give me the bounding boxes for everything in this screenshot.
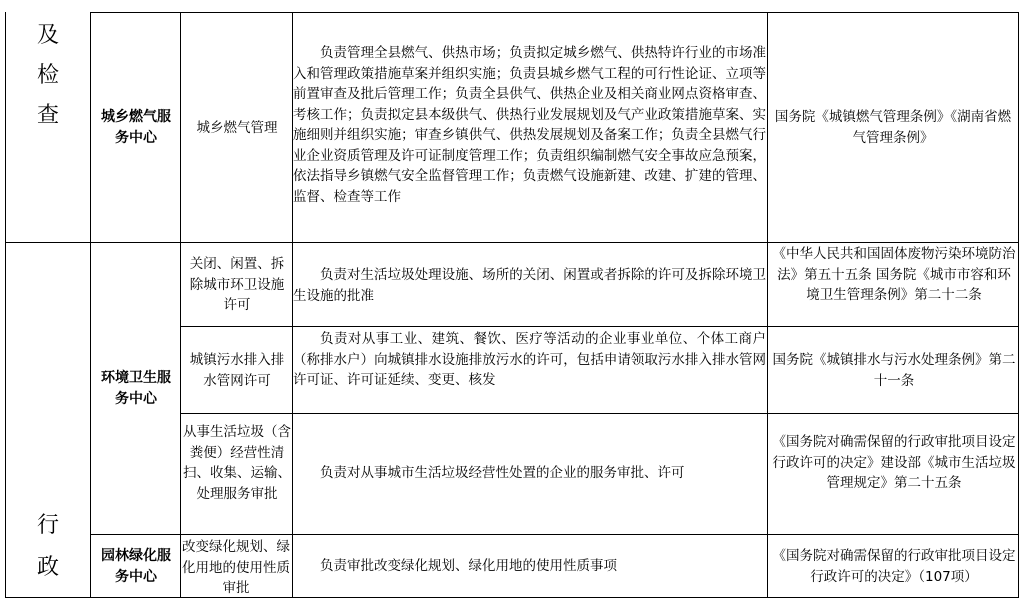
unit-cell: 环境卫生服务中心 xyxy=(101,370,171,407)
duty-cell: 负责对从事城市生活垃圾经营性处置的企业的服务审批、许可 xyxy=(320,465,685,481)
category-char: 行 xyxy=(36,513,59,538)
category-char: 检 xyxy=(36,63,59,88)
category-char: 查 xyxy=(36,103,59,128)
item-cell: 城乡燃气管理 xyxy=(196,120,278,136)
duty-cell: 负责审批改变绿化规划、绿化用地的使用性质事项 xyxy=(320,558,617,574)
basis-cell: 国务院《城镇排水与污水处理条例》第二十一条 xyxy=(772,352,1016,389)
basis-cell: 《国务院对确需保留的行政审批项目设定行政许可的决定》建设部《城市生活垃圾管理规定》第二十五条 xyxy=(772,434,1016,491)
unit-cell: 城乡燃气服务中心 xyxy=(101,109,171,146)
item-cell: 城镇污水排入排水管网许可 xyxy=(189,352,285,389)
basis-cell: 《国务院对确需保留的行政审批项目设定行政许可的决定》（107项） xyxy=(772,548,1016,585)
category-char: 政 xyxy=(36,555,59,580)
item-cell: 改变绿化规划、绿化用地的使用性质审批 xyxy=(182,539,290,596)
category-char: 及 xyxy=(36,23,59,48)
duty-cell: 负责对从事工业、建筑、餐饮、医疗等活动的企业事业单位、个体工商户（称排水户）向城镇排水设施排放污水的许可，包括申请领取污水排入排水管网许可证、许可证延续、变更、核发 xyxy=(293,331,766,388)
item-cell: 关闭、闲置、拆除城市环卫设施许可 xyxy=(189,256,285,313)
unit-cell: 园林绿化服务中心 xyxy=(101,548,171,585)
basis-cell: 国务院《城镇燃气管理条例》《湖南省燃气管理条例》 xyxy=(774,109,1012,146)
basis-cell: 《中华人民共和国固体废物污染环境防治法》第五十五条 国务院《城市市容和环境卫生管理条例》第二十二条 xyxy=(772,246,1016,303)
duty-cell: 负责对生活垃圾处理设施、场所的关闭、闲置或者拆除的许可及拆除环境卫生设施的批准 xyxy=(293,267,766,304)
item-cell: 从事生活垃圾（含粪便）经营性清扫、收集、运输、处理服务审批 xyxy=(183,424,291,502)
duty-cell: 负责管理全县燃气、供热市场；负责拟定城乡燃气、供热特许行业的市场准入和管理政策措施草案并组织实施；负责县城乡燃气工程的可行性论证、立项等前置审查及批后管理工作；负责全县供气、供热企业及相关商业网点资格审查、考核工作；负责拟定县本级供气、供热行业发展规划及气产业政策措施草案、实施细则并组织实施；审查乡镇供气、供热发展规划及备案工作；负责全县燃气行业企业资质管理及许可证制度管理工作；负责组织编制燃气安全事故应急预案，依法指导乡镇燃气安全监督管理工作；负责燃气设施新建、改建、扩建的管理、监督、检查等工作 xyxy=(293,45,766,205)
